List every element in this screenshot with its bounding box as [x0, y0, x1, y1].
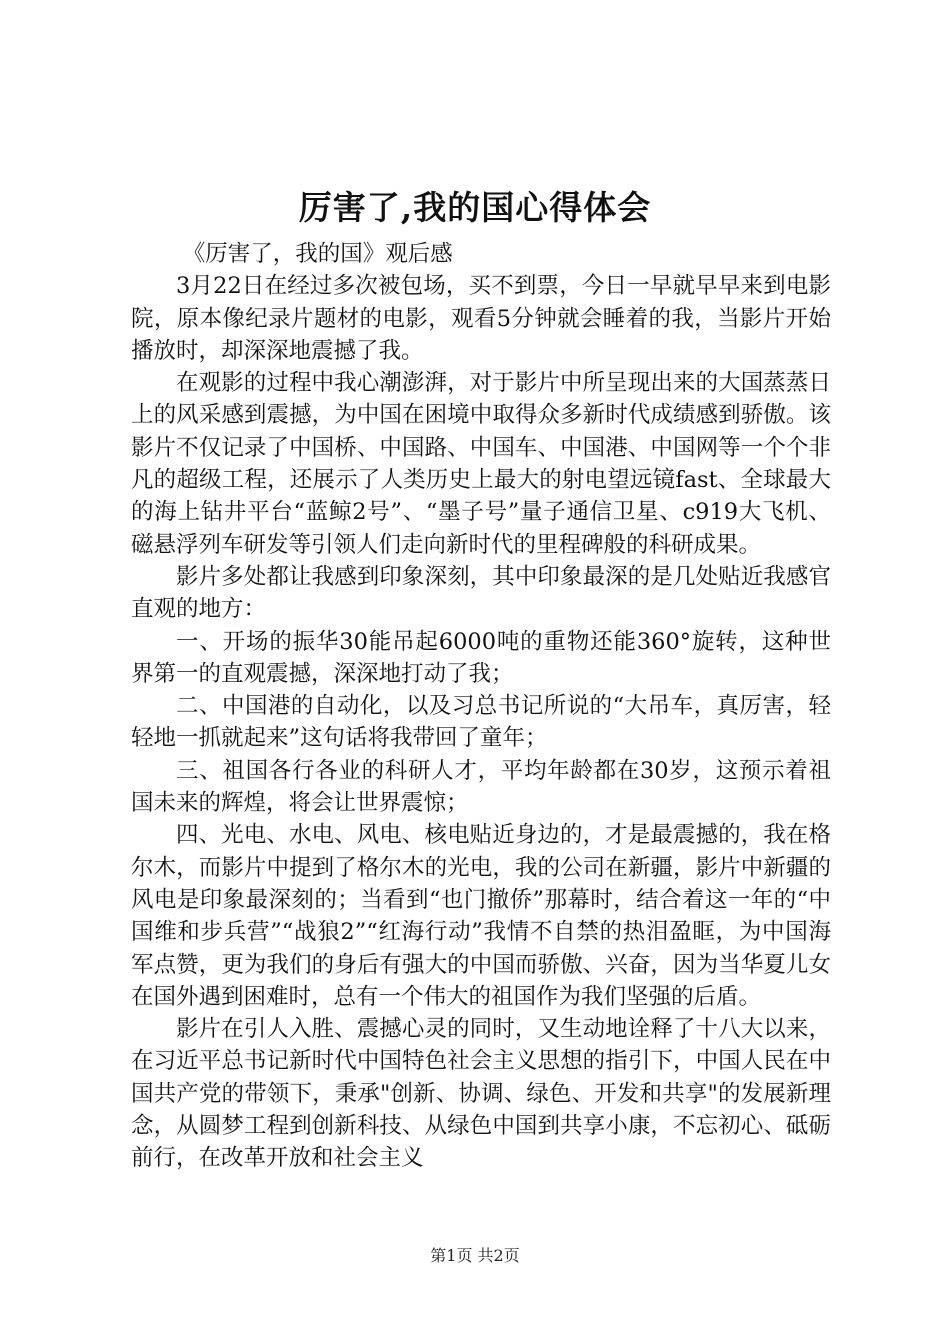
document-body: [131, 238, 831, 1175]
paragraph: 影片在引人入胜、震撼心灵的同时，又生动地诠释了十八大以来，在习近平总书记新时代中国特色社会主义思想的指引下，中国人民在中国共产党的带领下，秉承"创新、协调、绿色、开发和共享"的发展新理念，从圆梦工程到创新科技、从绿色中国到共享小康，不忘初心、砥砺前行，在改革开放和社会主义: [131, 1016, 831, 1172]
paragraph: 四、光电、水电、风电、核电贴近身边的，才是最震撼的，我在格尔木，而影片中提到了格尔木的光电，我的公司在新疆，影片中新疆的风电是印象最深刻的；当看到“也门撤侨”那幕时，结合着这一年的“中国维和步兵营”“战狼2”“红海行动”我情不自禁的热泪盈眶，为中国海军点赞，更为我们的身后有强大的中国而骄傲、兴奋，因为当华夏儿女在国外遇到困难时，总有一个伟大的祖国作为我们坚强的后盾。: [131, 822, 831, 1010]
paragraph: 影片多处都让我感到印象深刻，其中印象最深的是几处贴近我感官直观的地方：: [131, 563, 831, 623]
paragraph: 一、开场的振华30能吊起6000吨的重物还能360°旋转，这种世界第一的直观震撼，深深地打动了我；: [131, 628, 831, 687]
paragraph: 3月22日在经过多次被包场，买不到票，今日一早就早早来到电影院，原本像纪录片题材的电影，观看5分钟就会睡着的我，当影片开始播放时，却深深地震撼了我。: [131, 273, 831, 364]
page-footer: 第1页 共2页: [430, 1246, 520, 1265]
paragraph: 在观影的过程中我心潮澎湃，对于影片中所呈现出来的大国蒸蒸日上的风采感到震撼，为中国在困境中取得众多新时代成绩感到骄傲。该影片不仅记录了中国桥、中国路、中国车、中国港、中国网等一个个非凡的超级工程，还展示了人类历史上最大的射电望远镜fast、全球最大的海上钻井平台“蓝鲸2号”、“墨子号”量子通信卫星、c919大飞机、磁悬浮列车研发等引领人们走向新时代的里程碑般的科研成果。: [131, 370, 831, 558]
paragraph: 三、祖国各行各业的科研人才，平均年龄都在30岁，这预示着祖国未来的辉煌，将会让世界震惊；: [131, 757, 831, 817]
document-title: 厉害了,我的国心得体会: [298, 188, 652, 227]
document-subtitle: 《厉害了，我的国》观后感: [182, 241, 453, 267]
paragraph: 二、中国港的自动化，以及习总书记所说的“大吊车，真厉害，轻轻地一抓就起来”这句话将我带回了童年；: [131, 693, 831, 752]
